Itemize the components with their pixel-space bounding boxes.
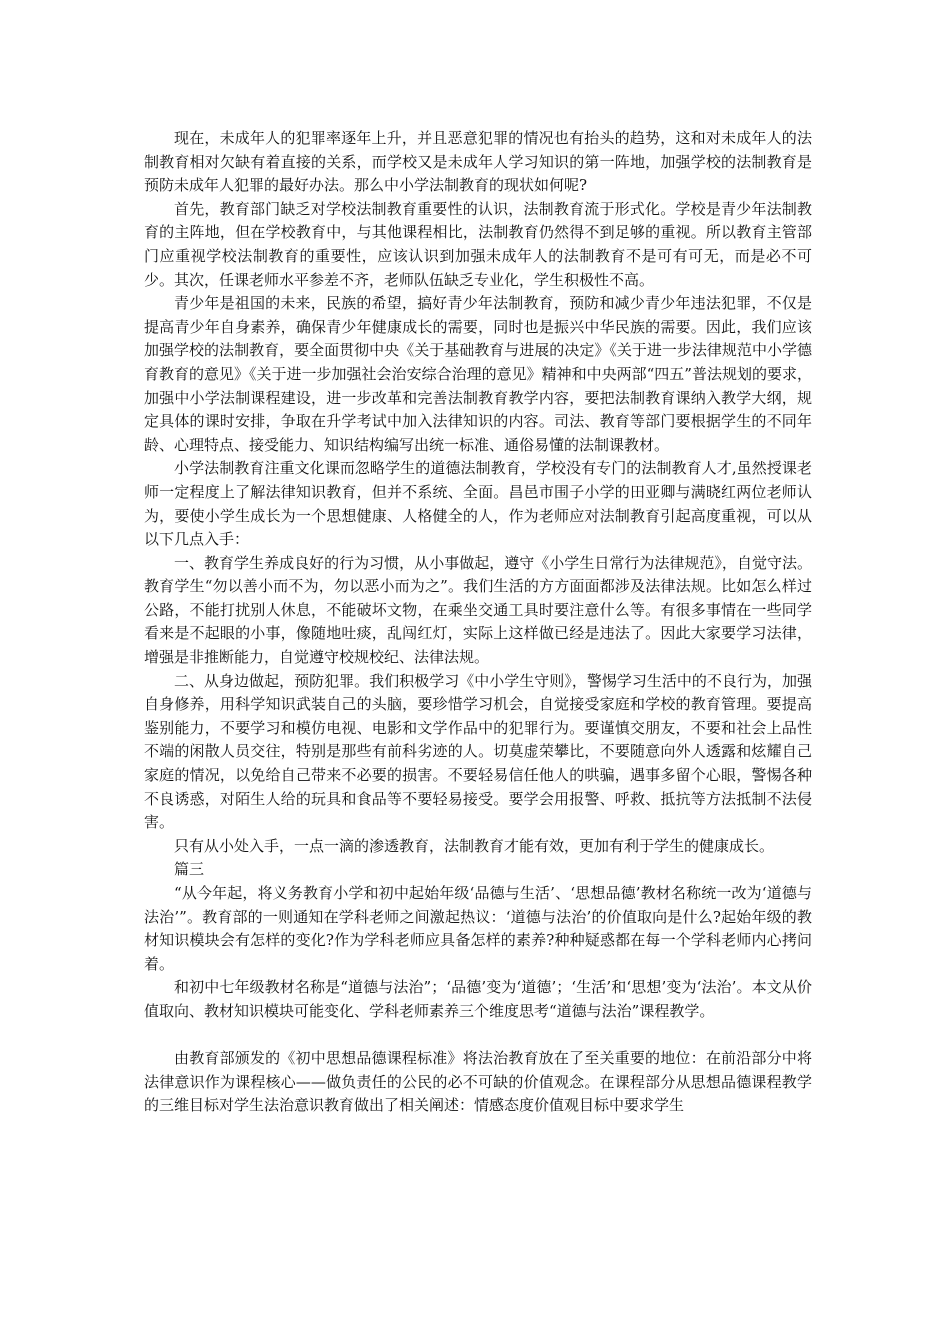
- paragraph-7: 只有从小处入手，一点一滴的渗透教育，法制教育才能有效，更加有利于学生的健康成长。: [174, 836, 775, 855]
- blank-line: [144, 1024, 812, 1048]
- paragraph-8: “从今年起，将义务教育小学和初中起始年级‘品德与生活’、‘思想品德’教材名称统一改为‘道德与法治’”。教育部的一则通知在学科老师之间激起热议：‘道德与法治’的价值取向是什么?起始年级的教材知识模块会有怎样的变化?作为学科老师应具备怎样的素养?种种疑惑都在每一个学科老师内心拷问着。: [144, 884, 812, 973]
- paragraph-2: 首先，教育部门缺乏对学校法制教育重要性的认识，法制教育流于形式化。学校是青少年法制教育的主阵地，但在学校教育中，与其他课程相比，法制教育仍然得不到足够的重视。所以教育主管部门应重视学校法制教育的重要性，应该认识到加强未成年人的法制教育不是可有可无，而是必不可少。其次，任课老师水平参差不齐，老师队伍缺乏专业化，学生积极性不高。: [144, 199, 812, 289]
- paragraph-1: 现在，未成年人的犯罪率逐年上升，并且恶意犯罪的情况也有抬头的趋势，这和对未成年人的法制教育相对欠缺有着直接的关系，而学校又是未成年人学习知识的第一阵地，加强学校的法制教育是预防未成年人犯罪的最好办法。那么中小学法制教育的现状如何呢?: [144, 129, 812, 195]
- paragraph-5: 一、教育学生养成良好的行为习惯，从小事做起，遵守《小学生日常行为法律规范》，自觉守法。教育学生“勿以善小而不为，勿以恶小而为之”。我们生活的方方面面都涉及法律法规。比如怎么样过公路，不能打扰别人休息，不能破坏文物，在乘坐交通工具时要注意什么等。有很多事情在一些同学看来是不起眼的小事，像随地吐痰，乱闯红灯，实际上这样做已经是违法了。因此大家要学习法律，增强是非推断能力，自觉遵守校规校纪、法律法规。: [144, 553, 812, 667]
- paragraph-9: 和初中七年级教材名称是“道德与法治”；‘品德’变为‘道德’；‘生活’和‘思想’变为‘法治’。本文从价值取向、教材知识模块可能变化、学科老师素养三个维度思考“道德与法治”课程教学。: [144, 978, 812, 1020]
- paragraph-4: 小学法制教育注重文化课而忽略学生的道德法制教育，学校没有专门的法制教育人才,虽然授课老师一定程度上了解法律知识教育，但并不系统、全面。昌邑市围子小学的田亚卿与满晓红两位老师认为，要使小学生成长为一个思想健康、人格健全的人，作为老师应对法制教育引起高度重视，可以从以下几点入手：: [144, 459, 812, 549]
- document-body: [144, 127, 812, 1118]
- paragraph-10: 由教育部颁发的《初中思想品德课程标准》将法治教育放在了至关重要的地位：在前沿部分中将法律意识作为课程核心——做负责任的公民的必不可缺的价值观念。在课程部分从思想品德课程教学的三维目标对学生法治意识教育做出了相关阐述：情感态度价值观目标中要求学生: [144, 1049, 812, 1115]
- paragraph-3: 青少年是祖国的未来，民族的希望，搞好青少年法制教育，预防和减少青少年违法犯罪，不仅是提高青少年自身素养，确保青少年健康成长的需要，同时也是振兴中华民族的需要。因此，我们应该加强学校的法制教育，要全面贯彻中央《关于基础教育与进展的决定》《关于进一步法律规范中小学德育教育的意见》《关于进一步加强社会治安综合治理的意见》精神和中央两部“四五”普法规划的要求，加强中小学法制课程建设，进一步改革和完善法制教育教学内容，要把法制教育课纳入教学大纲，规定具体的课时安排，争取在升学考试中加入法律知识的内容。司法、教育等部门要根据学生的不同年龄、心理特点、接受能力、知识结构编写出统一标准、通俗易懂的法制课教材。: [144, 294, 812, 454]
- section-heading: 篇三: [174, 860, 205, 879]
- paragraph-6: 二、从身边做起，预防犯罪。我们积极学习《中小学生守则》，警惕学习生活中的不良行为，加强自身修养，用科学知识武装自己的头脑，要珍惜学习机会，自觉接受家庭和学校的教育管理。要提高鉴别能力，不要学习和模仿电视、电影和文学作品中的犯罪行为。要谨慎交朋友，不要和社会上品性不端的闲散人员交往，特别是那些有前科劣迹的人。切莫虚荣攀比，不要随意向外人透露和炫耀自己家庭的情况，以免给自己带来不必要的损害。不要轻易信任他人的哄骗，遇事多留个心眼，警惕各种不良诱惑，对陌生人给的玩具和食品等不要轻易接受。要学会用报警、呼救、抵抗等方法抵制不法侵害。: [144, 671, 812, 832]
